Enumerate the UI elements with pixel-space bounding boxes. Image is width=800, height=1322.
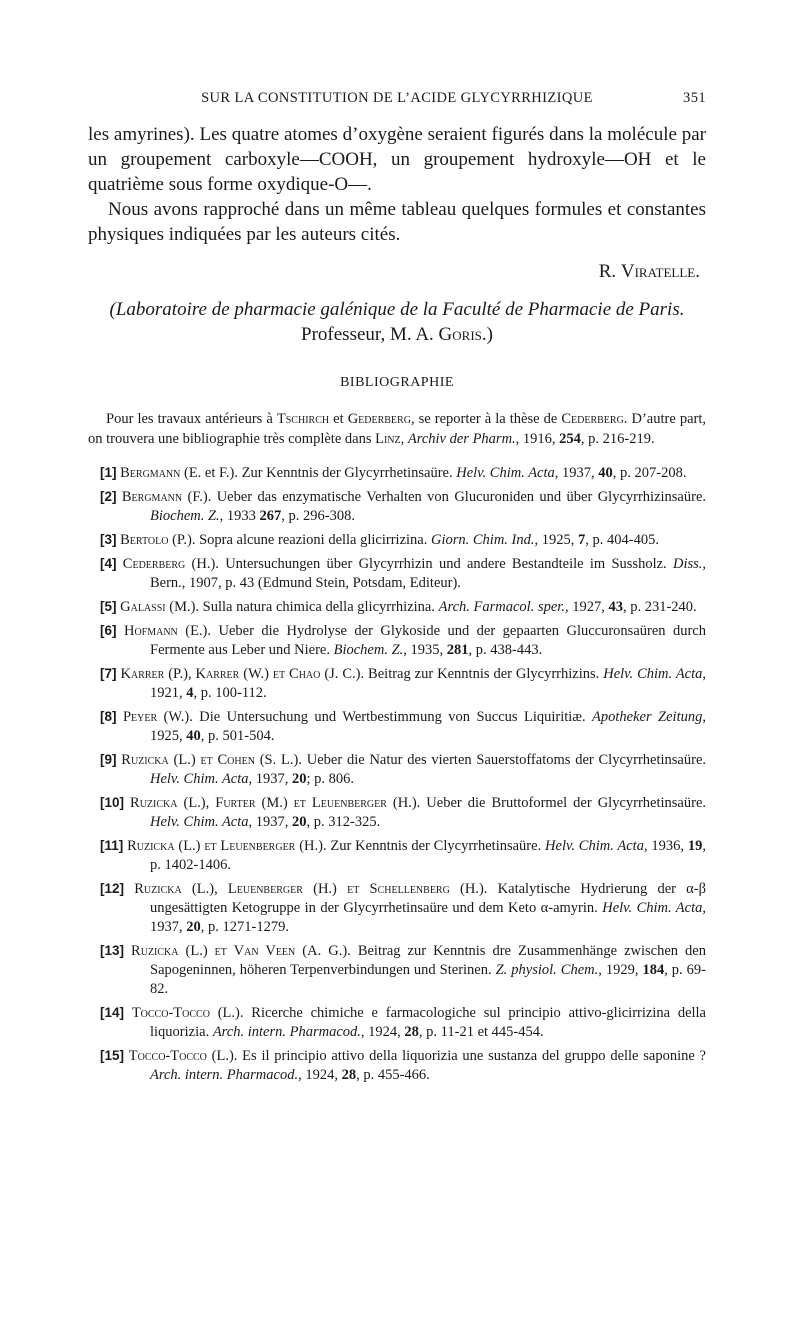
ref-text: , 1936, — [643, 838, 688, 854]
page — [88, 90, 706, 1089]
ref-text: (H.). Untersuchungen über Glycyrrhizin und andere Bestandteile im Sussholz. — [185, 556, 673, 572]
ref-text: , p. 312-325. — [306, 814, 381, 830]
reference-list — [88, 463, 706, 1085]
reference-item — [88, 530, 706, 550]
ref-text: (H.). Katalytische Hydrierung der α-β ungesättigten Ketogruppe in der Glycyrrhetinsaüre und dem Keto α-amyrin. — [150, 881, 706, 916]
ref-number: [9] — [100, 752, 117, 767]
ref-text: , Bern., 1907, p. 43 (Edmund — [150, 556, 707, 591]
ref-journal: Z. physiol. Chem. — [495, 962, 599, 978]
intro-author: Gederberg — [347, 411, 411, 427]
affiliation-prof: Professeur, M. A. — [301, 324, 434, 345]
ref-text: , 1924, — [360, 1024, 405, 1040]
ref-journal: Biochem. Z. — [150, 508, 220, 524]
ref-text: , p. 501-504. — [200, 728, 275, 744]
ref-authors: Hofmann — [123, 623, 178, 639]
author-signature — [88, 261, 706, 283]
ref-journal: Giorn. Chim. Ind. — [430, 532, 535, 548]
ref-number: [14] — [100, 1005, 125, 1020]
body-text — [88, 122, 706, 247]
ref-text: (J. C.). Beitrag zur Kenntnis der Glycyrrhizins. — [320, 666, 604, 682]
ref-journal: Apotheker Zeitung — [592, 709, 703, 725]
ref-text: , 1933 — [219, 508, 260, 524]
ref-volume: 7 — [578, 532, 586, 548]
ref-volume: 40 — [598, 465, 613, 481]
ref-text: , p. 438-443. — [468, 642, 543, 658]
ref-volume: 184 — [642, 962, 665, 978]
reference-item — [88, 597, 706, 617]
ref-space — [124, 1005, 132, 1021]
ref-journal: Helv. Chim. Acta — [456, 465, 555, 481]
ref-text: , p. 455-466. — [356, 1067, 430, 1083]
reference-item — [88, 1003, 706, 1042]
ref-text: , p. 404-405. — [585, 532, 659, 548]
ref-authors: Bergmann — [120, 465, 181, 481]
ref-authors: Bergmann — [121, 489, 183, 505]
ref-volume: 20 — [292, 771, 307, 787]
ref-text: , 1925, — [150, 709, 706, 744]
ref-authors: Cederberg — [122, 556, 186, 572]
ref-text: (L.). Ricerche chimiche e farmacologiche sul principio attivo-glicirrizina della liquorizia. — [150, 1005, 706, 1040]
ref-text: , p. 231-240. — [622, 599, 697, 615]
bibliography-intro — [88, 409, 706, 449]
ref-text: (E.). Ueber die Hydrolyse der Glykoside und der gepaarten Gluccuronsaüren durch Fermente aus Leber und Niere. — [150, 623, 706, 658]
ref-journal: Diss. — [672, 556, 703, 572]
ref-volume: 40 — [186, 728, 201, 744]
ref-authors: Peyer — [122, 709, 158, 725]
intro-journal: Archiv der Pharm. — [407, 431, 516, 447]
affiliation-lab: (Laboratoire de pharmacie galénique de la Faculté de Pharmacie de Paris. — [109, 299, 685, 320]
page-number: 351 — [683, 90, 706, 106]
ref-volume: 28 — [341, 1067, 357, 1083]
ref-text: , p. 11-21 et 445-454. — [418, 1024, 544, 1040]
ref-text: , p. 100-112. — [193, 685, 267, 701]
ref-number: [13] — [100, 943, 125, 958]
paragraph-2: Nous avons rapproché dans un même tableau quelques formules et constantes physiques indiquées par les auteurs cités. — [88, 199, 706, 245]
ref-text: (P.). Sopra alcune reazioni della glicirrizina. — [168, 532, 431, 548]
ref-text: , p. 1402-1406. — [150, 838, 706, 873]
reference-item — [88, 793, 706, 832]
ref-text: , 1937, — [248, 814, 293, 830]
ref-journal: Helv. Chim. Acta — [150, 771, 249, 787]
ref-text: , p. 207-208. — [612, 465, 687, 481]
affiliation-prof-name: Goris — [438, 324, 482, 345]
ref-authors: Ruzicka (L.), Furter (M.) et Leuenberger — [130, 795, 387, 811]
ref-number: [15] — [100, 1048, 125, 1063]
intro-author: Cederberg — [561, 411, 624, 427]
ref-text: , p. 69-82. — [150, 962, 706, 997]
ref-authors: Galassi — [120, 599, 166, 615]
ref-text: , 1937, — [554, 465, 599, 481]
running-head — [88, 90, 706, 114]
ref-text: , 1937, — [150, 900, 706, 935]
intro-text: , p. 216-219. — [580, 431, 655, 447]
ref-authors: Ruzicka (L.) et Leuenberger — [127, 838, 296, 854]
reference-item — [88, 879, 706, 937]
reference-item — [88, 554, 706, 593]
paragraph-1: les amyrines). Les quatre atomes d’oxygène seraient figurés dans la molécule par un groupement carboxyle—COOH, un groupement hydroxyle—OH et le quatrième sous forme oxydique-O—. — [88, 124, 706, 195]
ref-volume: 19 — [687, 838, 703, 854]
intro-text: , 1916, — [515, 431, 560, 447]
reference-item — [88, 664, 706, 703]
ref-text: , 1937, — [248, 771, 293, 787]
ref-volume: 4 — [186, 685, 194, 701]
ref-journal: Arch. intern. Pharmacod. — [212, 1024, 361, 1040]
ref-text: , 1924, — [298, 1067, 342, 1083]
ref-text: , 1921, — [150, 666, 707, 701]
intro-text: , se reporter à la thèse de — [410, 411, 562, 427]
ref-text: , 1927, — [564, 599, 609, 615]
reference-item — [88, 707, 706, 746]
intro-text: et — [329, 411, 348, 427]
ref-text: (L.). Es il principio attivo della liquorizia une sustanza del gruppo delle saponine ? — [206, 1048, 706, 1064]
ref-number: [4] — [100, 556, 117, 571]
ref-volume: 43 — [608, 599, 623, 615]
ref-number: [2] — [100, 489, 117, 504]
ref-text: Stein, Potsdam, Editeur). — [315, 575, 461, 591]
reference-item — [88, 750, 706, 789]
ref-space — [124, 881, 134, 897]
ref-number: [11] — [100, 838, 124, 853]
ref-number: [8] — [100, 709, 117, 724]
ref-text: (F.). Ueber das enzymatische Verhalten von Glucuroniden und über Glycyrrhizinsaüre. — [182, 489, 707, 505]
intro-text: Pour les travaux antérieurs à — [106, 411, 277, 427]
reference-item — [88, 836, 706, 875]
running-title: SUR LA CONSTITUTION DE L’ACIDE GLYCYRRHIZIQUE — [201, 90, 593, 106]
ref-authors: Ruzicka (L.), Leuenberger (H.) et Schellenberg — [134, 881, 450, 897]
ref-text: , p. 1271-1279. — [200, 919, 289, 935]
ref-journal: Helv. Chim. Acta — [545, 838, 644, 854]
ref-number: [6] — [100, 623, 117, 638]
ref-text: (E. et F.). Zur Kenntnis der Glycyrrhetinsaüre. — [180, 465, 457, 481]
intro-author: Linz — [375, 431, 401, 447]
ref-authors: Ruzicka (L.) et Cohen — [121, 752, 255, 768]
ref-text: , 1935, — [403, 642, 447, 658]
ref-journal: Biochem. Z. — [333, 642, 404, 658]
ref-number: [3] — [100, 532, 117, 547]
ref-text: (A. G.). Beitrag zur Kenntnis dre Zusammenhänge zwischen den Sapogeninnen, höheren Terpenverbindungen und Sterinen. — [150, 943, 706, 978]
ref-text: (H.). Zur Kenntnis der Clycyrrhetinsaüre. — [295, 838, 546, 854]
ref-text: (H.). Ueber die Bruttoformel der Glycyrrhetinsaüre. — [386, 795, 707, 811]
reference-item — [88, 941, 706, 999]
ref-journal: Helv. Chim. Acta — [602, 900, 703, 916]
ref-journal: Helv. Chim. Acta — [603, 666, 703, 682]
ref-text: , p. 296-308. — [281, 508, 356, 524]
ref-text: (W.). Die Untersuchung und Wertbestimmung von Succus Liquiritiæ. — [157, 709, 593, 725]
author-name: Viratelle. — [620, 261, 700, 282]
ref-text: ; p. 806. — [306, 771, 355, 787]
ref-journal: Helv. Chim. Acta — [150, 814, 249, 830]
ref-volume: 28 — [404, 1024, 419, 1040]
intro-volume: 254 — [559, 431, 581, 447]
ref-text: (M.). Sulla natura chimica della glicyrrhizina. — [165, 599, 439, 615]
ref-text: , 1929, — [598, 962, 643, 978]
intro-author: Tschirch — [276, 411, 330, 427]
ref-authors: Karrer (P.), Karrer (W.) et Chao — [120, 666, 321, 682]
intro-text: , — [400, 431, 408, 447]
ref-number: [7] — [100, 666, 117, 681]
ref-journal: Arch. intern. Pharmacod. — [150, 1067, 299, 1083]
author-initial: R. — [598, 261, 617, 282]
reference-item — [88, 463, 706, 483]
ref-authors: Tocco-Tocco — [128, 1048, 207, 1064]
ref-space — [117, 623, 124, 639]
ref-text: (S. L.). Ueber die Natur des vierten Sauerstoffatoms der Clycyrrhetinsaüre. — [254, 752, 706, 768]
ref-authors: Ruzicka (L.) et Van Veen — [131, 943, 296, 959]
ref-authors: Bertolo — [120, 532, 169, 548]
affiliation-close: .) — [481, 324, 493, 345]
intro-text: . D’autre part, on trouvera une bibliographie très complète dans — [88, 411, 706, 447]
ref-volume: 20 — [186, 919, 201, 935]
ref-volume: 267 — [259, 508, 282, 524]
ref-number: [10] — [100, 795, 125, 810]
ref-volume: 20 — [292, 814, 307, 830]
affiliation — [88, 297, 706, 347]
ref-number: [1] — [100, 465, 117, 480]
ref-number: [5] — [100, 599, 117, 614]
bibliography-heading: BIBLIOGRAPHIE — [340, 375, 454, 390]
ref-volume: 281 — [446, 642, 469, 658]
reference-item — [88, 487, 706, 526]
reference-item — [88, 621, 706, 660]
reference-item — [88, 1046, 706, 1085]
ref-journal: Arch. Farmacol. sper. — [438, 599, 565, 615]
ref-authors: Tocco-Tocco — [131, 1005, 210, 1021]
ref-space — [124, 943, 131, 959]
ref-text: , 1925, — [534, 532, 579, 548]
ref-number: [12] — [100, 881, 125, 896]
